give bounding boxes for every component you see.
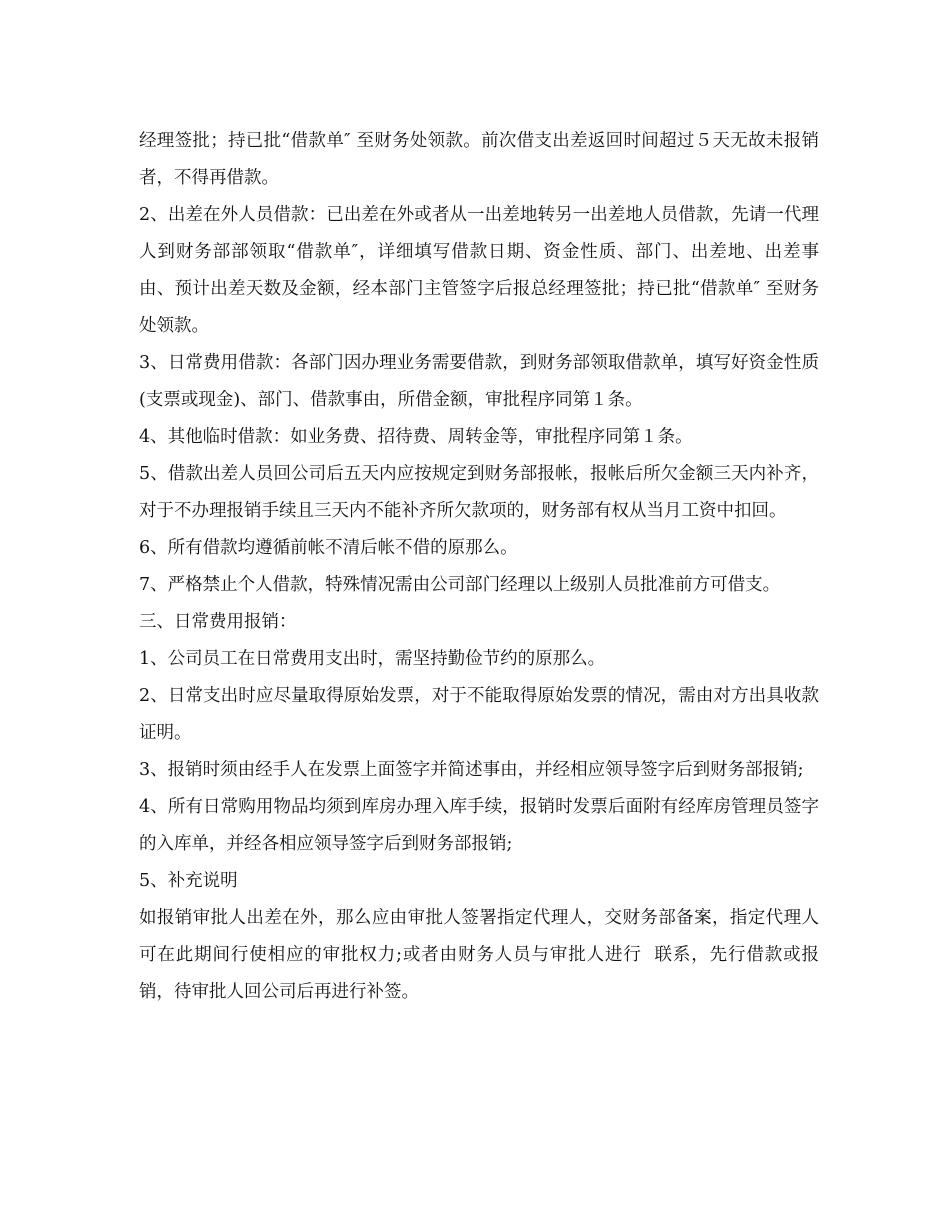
paragraph-loan-principle: 6、所有借款均遵循前帐不清后帐不借的原那么。: [139, 538, 518, 558]
paragraph-original-invoice: 2、日常支出时应尽量取得原始发票，对于不能取得原始发票的情况，需由对方出具收款证明。: [139, 686, 819, 743]
section-heading-daily-reimbursement: 三、日常费用报销：: [139, 612, 297, 632]
paragraph-frugality: 1、公司员工在日常费用支出时，需坚持勤俭节约的原那么。: [139, 649, 606, 669]
paragraph-personal-loan-ban: 7、严格禁止个人借款，特殊情况需由公司部门经理以上级别人员批准前方可借支。: [139, 575, 781, 595]
paragraph-signature-reimbursement: 3、报销时须由经手人在发票上面签字并简述事由，并经相应领导签字后到财务部报销;: [139, 760, 804, 780]
paragraph-intro-approval: 经理签批；持已批“借款单″ 至财务处领款。前次借支出差返回时间超过５天无故未报销者，不得再借款。: [139, 131, 819, 188]
paragraph-supplement-heading: 5、补充说明: [139, 871, 238, 891]
paragraph-travel-loan: 2、出差在外人员借款：已出差在外或者从一出差地转另一出差地人员借款，先请一代理人到财务部部领取“借款单″，详细填写借款日期、资金性质、部门、出差地、出差事由、预计出差天数及金额，经本部门主管签字后报总经理签批；持已批“借款单″ 至财务处领款。: [139, 205, 819, 336]
paragraph-other-temporary-loan: 4、其他临时借款：如业务费、招待费、周转金等，审批程序同第１条。: [139, 427, 693, 447]
document-body: [139, 123, 819, 1011]
paragraph-warehouse-entry: 4、所有日常购用物品均须到库房办理入库手续，报销时发票后面附有经库房管理员签字的入库单，并经各相应领导签字后到财务部报销;: [139, 797, 819, 854]
paragraph-supplement-detail: 如报销审批人出差在外，那么应由审批人签署指定代理人，交财务部备案，指定代理人可在此期间行使相应的审批权力;或者由财务人员与审批人进行 联系，先行借款或报销，待审批人回公司后再进行补签。: [139, 908, 819, 1002]
paragraph-daily-expense-loan: 3、日常费用借款：各部门因办理业务需要借款，到财务部领取借款单，填写好资金性质(支票或现金)、部门、借款事由，所借金额，审批程序同第１条。: [139, 353, 819, 410]
paragraph-return-settlement: 5、借款出差人员回公司后五天内应按规定到财务部报帐，报帐后所欠金额三天内补齐，对于不办理报销手续且三天内不能补齐所欠款项的，财务部有权从当月工资中扣回。: [139, 464, 819, 521]
